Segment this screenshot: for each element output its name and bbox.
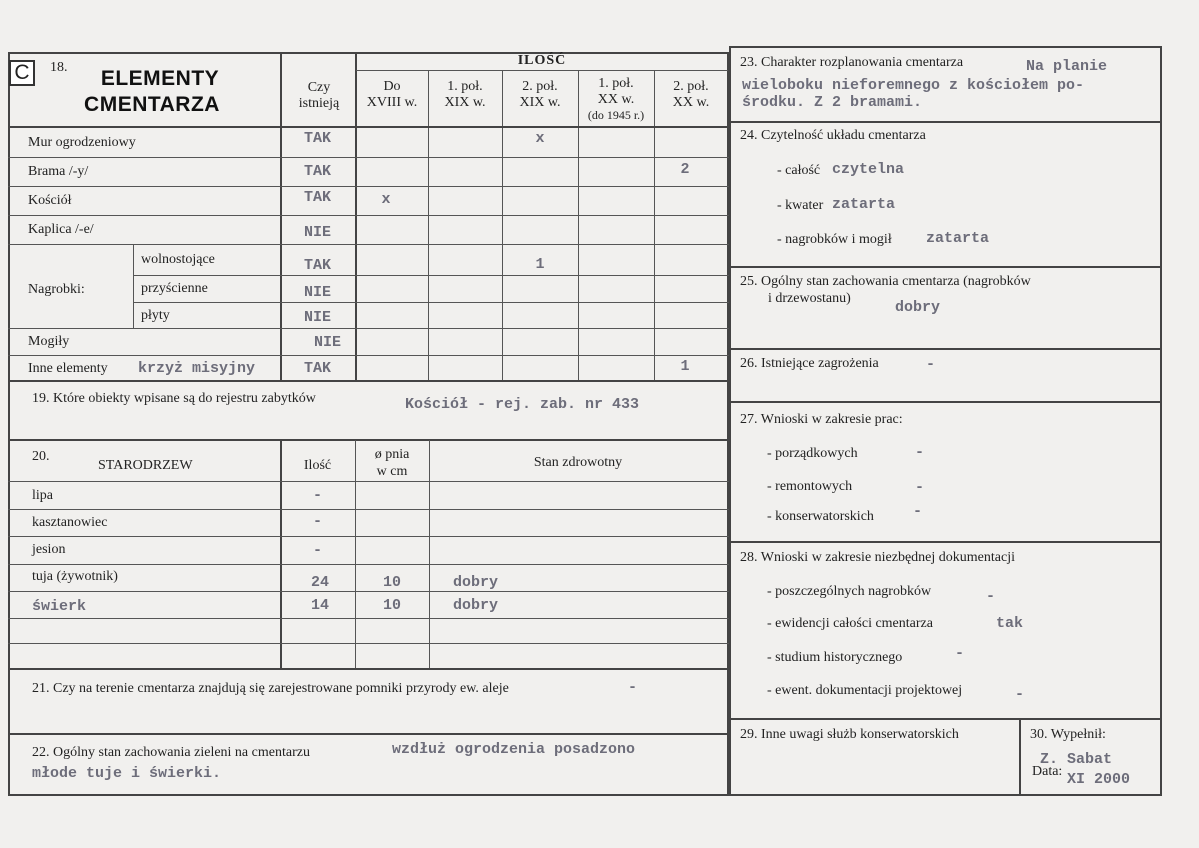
exists-header-line1: Czy	[307, 80, 331, 95]
section28-item-value-4: -	[1015, 686, 1025, 703]
section21-label: 21. Czy na terenie cmentarza znajdują się zarejestrowane pomniki przyrody ew. aleje	[32, 681, 509, 696]
section24-item-label-3: - nagrobków i mogił	[777, 232, 892, 247]
section20-title: STARODRZEW	[98, 458, 193, 473]
section27-label: 27. Wnioski w zakresie prac:	[740, 412, 903, 427]
section20-number: 20.	[32, 449, 50, 464]
row-label-wolnostojace: wolnostojące	[141, 252, 215, 267]
row-exists-kaplica: NIE	[303, 224, 331, 241]
section27-item-label-2: - remontowych	[767, 479, 853, 494]
row-label-inne: Inne elementy	[28, 361, 108, 376]
section30-date-value: XI 2000	[1067, 771, 1131, 788]
row-label-brama: Brama /-y/	[28, 164, 89, 179]
section26-label: 26. Istniejące zagrożenia	[740, 356, 879, 371]
period-header-1-line2: XVIII w.	[366, 95, 418, 110]
section27-item-value-3: -	[913, 503, 923, 520]
row-label-plyty: płyty	[141, 308, 170, 323]
row-exists-kosciol: TAK	[303, 189, 331, 206]
row-exists-wolnostojace: TAK	[303, 257, 331, 274]
tree-name-lipa: lipa	[32, 488, 53, 503]
tree-name-tuja: tuja (żywotnik)	[32, 569, 118, 584]
section27-item-label-3: - konserwatorskich	[767, 509, 874, 524]
period-header-3-line2: XIX w.	[519, 95, 561, 110]
section27-item-value-1: -	[915, 444, 925, 461]
row-exists-inne: TAK	[303, 360, 331, 377]
row-mark-wolnostojace: 1	[535, 256, 545, 273]
period-header-2-line1: 1. poł.	[447, 79, 483, 94]
row-mark-inne: 1	[680, 358, 690, 375]
tree-qty-lipa: -	[312, 487, 322, 504]
section30-filled-by: Z. Sabat	[1040, 751, 1113, 768]
row-label-mogily: Mogiły	[28, 334, 70, 349]
period-header-3-line1: 2. poł.	[522, 79, 558, 94]
section26-value: -	[926, 356, 936, 373]
section28-item-label-2: - ewidencji całości cmentarza	[767, 616, 933, 631]
period-header-1-line1: Do	[383, 79, 401, 94]
tree-dia-swierk: 10	[382, 597, 401, 614]
section22-label: 22. Ogólny stan zachowania zieleni na cmentarzu	[32, 745, 310, 760]
period-header-5-line1: 2. poł.	[673, 79, 709, 94]
trees-col-diameter-line2: w cm	[376, 464, 408, 479]
section24-item-label-2: - kwater	[777, 198, 824, 213]
trees-col-qty: Ilość	[303, 458, 332, 473]
section24-item-value-2: zatarta	[832, 196, 896, 213]
section25-label-line1: 25. Ogólny stan zachowania cmentarza (nagrobków	[740, 274, 1031, 289]
tree-health-tuja: dobry	[453, 574, 499, 591]
section23-value-line2: wieloboku nieforemnego z kościołem po-	[742, 77, 1085, 94]
section24-item-value-3: zatarta	[926, 230, 990, 247]
tree-qty-swierk: 14	[310, 597, 329, 614]
section22-value-line2: młode tuje i świerki.	[32, 765, 222, 782]
section18-number: 18.	[50, 60, 68, 75]
section23-label: 23. Charakter rozplanowania cmentarza	[740, 55, 964, 70]
section29-label: 29. Inne uwagi służb konserwatorskich	[740, 727, 959, 742]
section28-item-label-1: - poszczególnych nagrobków	[767, 584, 932, 599]
row-label-przyscienne: przyścienne	[141, 281, 208, 296]
period-header-5-line2: XX w.	[672, 95, 710, 110]
row-mark-brama: 2	[680, 161, 690, 178]
tree-name-kasztanowiec: kasztanowiec	[32, 515, 108, 530]
row-label-mur: Mur ogrodzeniowy	[28, 135, 136, 150]
section23-value-line1: Na planie	[1026, 58, 1108, 75]
tree-name-jesion: jesion	[32, 542, 66, 557]
section28-item-value-2: tak	[996, 615, 1024, 632]
tree-name-swierk: świerk	[32, 598, 87, 615]
section19-value: Kościół - rej. zab. nr 433	[405, 396, 640, 413]
section24-item-value-1: czytelna	[832, 161, 905, 178]
section23-value-line3: środku. Z 2 bramami.	[742, 94, 923, 111]
trees-col-health: Stan zdrowotny	[533, 455, 623, 470]
card-type-letter: C	[9, 60, 35, 86]
section27-item-value-2: -	[915, 479, 925, 496]
section28-item-label-4: - ewent. dokumentacji projektowej	[767, 683, 963, 698]
section25-label-line2: i drzewostanu)	[768, 291, 851, 306]
tree-qty-tuja: 24	[310, 574, 329, 591]
trees-col-diameter-line1: ø pnia	[374, 447, 410, 462]
row-label-kosciol: Kościół	[28, 193, 72, 208]
row-mark-kosciol: x	[381, 191, 391, 208]
tree-dia-tuja: 10	[382, 574, 401, 591]
quantity-header: ILOŚĆ	[517, 53, 567, 68]
section25-value: dobry	[895, 299, 941, 316]
row-exists-plyty: NIE	[303, 309, 331, 326]
section18-title-line2: CMENTARZA	[84, 93, 220, 116]
section19-label: 19. Które obiekty wpisane są do rejestru zabytków	[32, 391, 316, 406]
row-exists-przyscienne: NIE	[303, 284, 331, 301]
row-label-nagrobki: Nagrobki:	[28, 282, 85, 297]
period-header-4-line2: XX w.	[597, 92, 635, 107]
section24-item-label-1: - całość	[777, 163, 821, 178]
exists-header-line2: istnieją	[298, 96, 340, 111]
section24-label: 24. Czytelność układu cmentarza	[740, 128, 926, 143]
section18-title-line1: ELEMENTY	[100, 67, 220, 90]
period-header-2-line2: XIX w.	[444, 95, 486, 110]
tree-health-swierk: dobry	[453, 597, 499, 614]
tree-qty-jesion: -	[312, 542, 322, 559]
row-label-kaplica: Kaplica /-e/	[28, 222, 94, 237]
row-mark-mur: x	[535, 130, 545, 147]
section22-value-line1: wzdłuż ogrodzenia posadzono	[392, 741, 636, 758]
section28-label: 28. Wnioski w zakresie niezbędnej dokumentacji	[740, 550, 1015, 565]
period-header-4-line1: 1. poł.	[598, 76, 634, 91]
period-header-4-line3: (do 1945 r.)	[587, 108, 645, 122]
tree-qty-kasztanowiec: -	[312, 513, 322, 530]
section30-label: 30. Wypełnił:	[1030, 727, 1106, 742]
row-exists-brama: TAK	[303, 163, 331, 180]
section28-item-value-1: -	[986, 588, 996, 605]
row-exists-mogily: NIE	[313, 334, 341, 351]
section28-item-label-3: - studium historycznego	[767, 650, 903, 665]
section28-item-value-3: -	[955, 645, 965, 662]
row-exists-mur: TAK	[303, 130, 331, 147]
section27-item-label-1: - porządkowych	[767, 446, 858, 461]
section21-value: -	[628, 679, 638, 696]
row-value-inne: krzyż misyjny	[138, 360, 256, 377]
section30-date-label: Data:	[1032, 764, 1063, 779]
